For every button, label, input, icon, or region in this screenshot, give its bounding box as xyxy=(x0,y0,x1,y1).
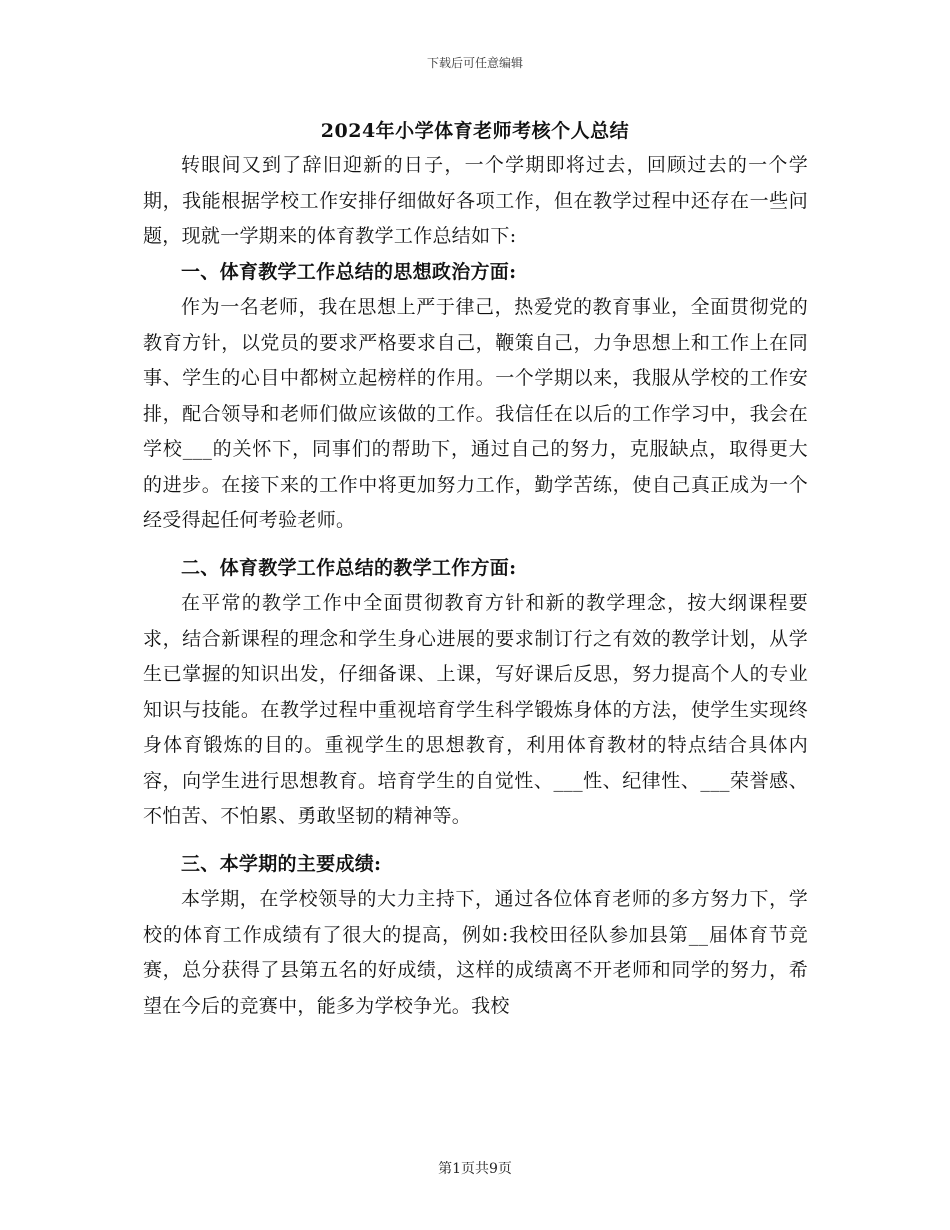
document-title: 2024年小学体育老师考核个人总结 xyxy=(320,120,630,142)
section-paragraph: 本学期，在学校领导的大力主持下，通过各位体育老师的多方努力下，学校的体育工作成绩有了很大的提高，例如:我校田径队参加县第__届体育节竞赛，总分获得了县第五名的好成绩，这样的成绩离不开老师和同学的努力，希望在今后的竞赛中，能多为学校争光。我校 xyxy=(143,888,808,1017)
document-body xyxy=(143,148,808,1024)
section-heading: 三、本学期的主要成绩: xyxy=(181,852,382,875)
section-paragraph: 作为一名老师，我在思想上严于律己，热爱党的教育事业，全面贯彻党的教育方针，以党员的要求严格要求自己，鞭策自己，力争思想上和工作上在同事、学生的心目中都树立起榜样的作用。一个学期以来，我服从学校的工作安排，配合领导和老师们做应该做的工作。我信任在以后的工作学习中，我会在学校___的关怀下，同事们的帮助下，通过自己的努力，克服缺点，取得更大的进步。在接下来的工作中将更加努力工作，勤学苦练，使自己真正成为一个经受得起任何考验老师。 xyxy=(143,296,808,531)
header-note: 下载后可任意编辑 xyxy=(426,56,523,70)
page-indicator: 第1页共9页 xyxy=(438,1161,512,1177)
section-spacer xyxy=(143,835,808,847)
section-heading: 一、体育教学工作总结的思想政治方面: xyxy=(181,260,517,283)
section-spacer xyxy=(143,539,808,551)
section-heading: 二、体育教学工作总结的教学工作方面: xyxy=(181,556,517,579)
section-paragraph: 在平常的教学工作中全面贯彻教育方针和新的教学理念，按大纲课程要求，结合新课程的理念和学生身心进展的要求制订行之有效的教学计划，从学生已掌握的知识出发，仔细备课、上课，写好课后反思，努力提高个人的专业知识与技能。在教学过程中重视培育学生科学锻炼身体的方法，使学生实现终身体育锻炼的目的。重视学生的思想教育，利用体育教材的特点结合具体内容，向学生进行思想教育。培育学生的自觉性、___性、纪律性、___荣誉感、不怕苦、不怕累、勇敢坚韧的精神等。 xyxy=(143,592,808,827)
intro-paragraph: 转眼间又到了辞旧迎新的日子，一个学期即将过去，回顾过去的一个学期，我能根据学校工作安排仔细做好各项工作，但在教学过程中还存在一些问题，现就一学期来的体育教学工作总结如下: xyxy=(143,154,808,247)
